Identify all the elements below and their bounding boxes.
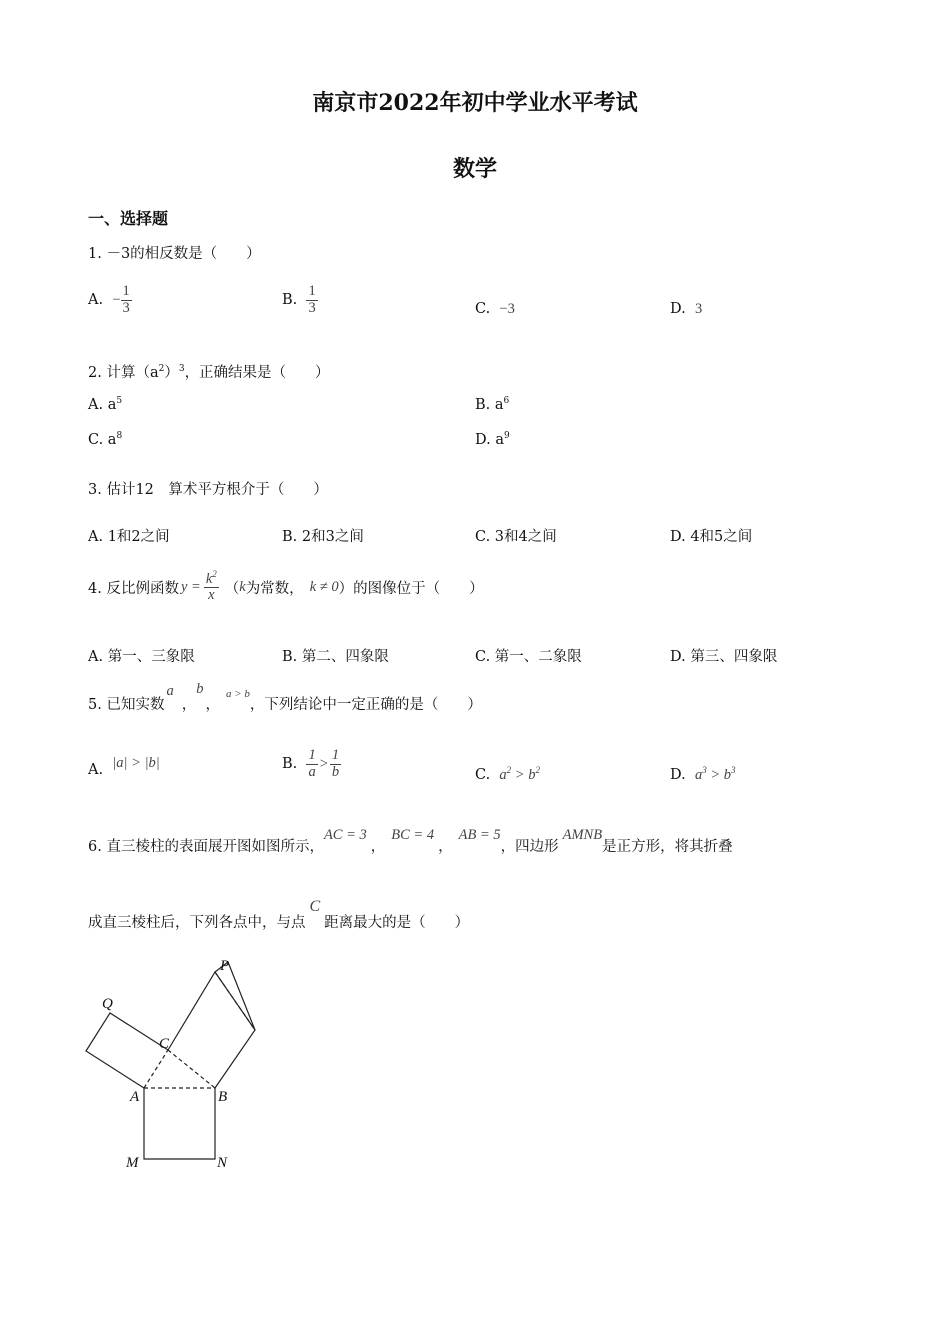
label-b: B: [218, 1089, 228, 1105]
question-5-option-c[interactable]: C. $a^2 > b^2$: [475, 765, 540, 783]
left-rectangle: [86, 1013, 168, 1088]
label-a: A: [130, 1089, 140, 1105]
question-4-option-b[interactable]: B. 第二、四象限: [282, 649, 389, 665]
question-2-option-c[interactable]: C. $a^8$: [88, 431, 123, 448]
fraction: $\frac{1}{3}$: [122, 283, 130, 316]
question-1-option-b[interactable]: B. $\frac{1}{3}$: [282, 283, 316, 316]
label-m: M: [126, 1155, 139, 1171]
question-4-option-a[interactable]: A. 第一、三象限: [88, 649, 195, 665]
fraction: $\frac{1}{b}$: [331, 747, 340, 780]
fraction: $\frac{k^2}{x}$: [205, 569, 217, 604]
question-5-stem: 5. 已知实数 a ， b ， a > b ，下列结论中一定正确的是（ ）: [88, 681, 482, 713]
label-c: C: [159, 1036, 170, 1052]
question-2-stem: 2. 计算$(a^2)^3$，正确结果是（ ）: [88, 364, 330, 381]
right-rectangle: [168, 972, 255, 1088]
question-4-option-c[interactable]: C. 第一、二象限: [475, 649, 582, 665]
prism-net-figure: [80, 950, 280, 1180]
question-4-option-d[interactable]: D. 第三、四象限: [670, 649, 778, 665]
square-amnb-edges: [144, 1088, 215, 1159]
question-1-option-a[interactable]: A. − $\frac{1}{3}$: [88, 283, 130, 316]
section-heading: 一、选择题: [88, 209, 169, 228]
question-1-option-c[interactable]: C. −3: [475, 301, 515, 317]
question-1-stem: 1. －3的相反数是（ ）: [88, 246, 261, 262]
question-3-option-d[interactable]: D. 4和5之间: [670, 529, 753, 545]
question-5-option-a[interactable]: A. |a| > |b|: [88, 754, 160, 778]
question-2-option-d[interactable]: D. $a^9$: [475, 431, 510, 448]
question-4-stem: 4. 反比例函数 y = $\frac{k^2}{x}$ （ k 为常数， k ≠ 0 ）的图像位于（ ）: [88, 569, 484, 604]
question-5-option-b[interactable]: B. $\frac{1}{a}$ > $\frac{1}{b}$: [282, 747, 340, 780]
subject-title: 数学: [452, 156, 497, 182]
fraction: $\frac{1}{a}$: [308, 747, 316, 780]
edge-ac-fold: [144, 1050, 168, 1088]
label-n: N: [217, 1155, 228, 1171]
question-3-option-b[interactable]: B. 2和3之间: [282, 529, 364, 545]
question-5-option-d[interactable]: D. $a^3 > b^3$: [670, 765, 736, 783]
label-q: Q: [102, 996, 113, 1012]
question-1-option-d[interactable]: D. 3: [670, 301, 703, 317]
label-p: P: [220, 958, 230, 974]
question-6-stem-line2: 成直三棱柱后，下列各点中，与点 C 距离最大的是（ ）: [88, 898, 470, 931]
edge-cb-fold: [168, 1050, 215, 1088]
question-3-option-c[interactable]: C. 3和4之间: [475, 529, 557, 545]
exam-title: 南京市2022年初中学业水平考试: [312, 90, 638, 116]
question-2-option-a[interactable]: A. $a^5$: [88, 396, 123, 413]
question-2-option-b[interactable]: B. $a^6$: [475, 396, 510, 413]
fraction: $\frac{1}{3}$: [308, 283, 316, 316]
question-3-stem: 3. 估计12 算术平方根介于（ ）: [88, 482, 328, 498]
question-3-option-a[interactable]: A. 1和2之间: [88, 529, 170, 545]
question-6-stem: 6. 直三棱柱的表面展开图如图所示， AC = 3 ， BC = 4 ， AB = 5 ，四边形 AMNB 是正方形，将其折叠: [88, 827, 733, 855]
